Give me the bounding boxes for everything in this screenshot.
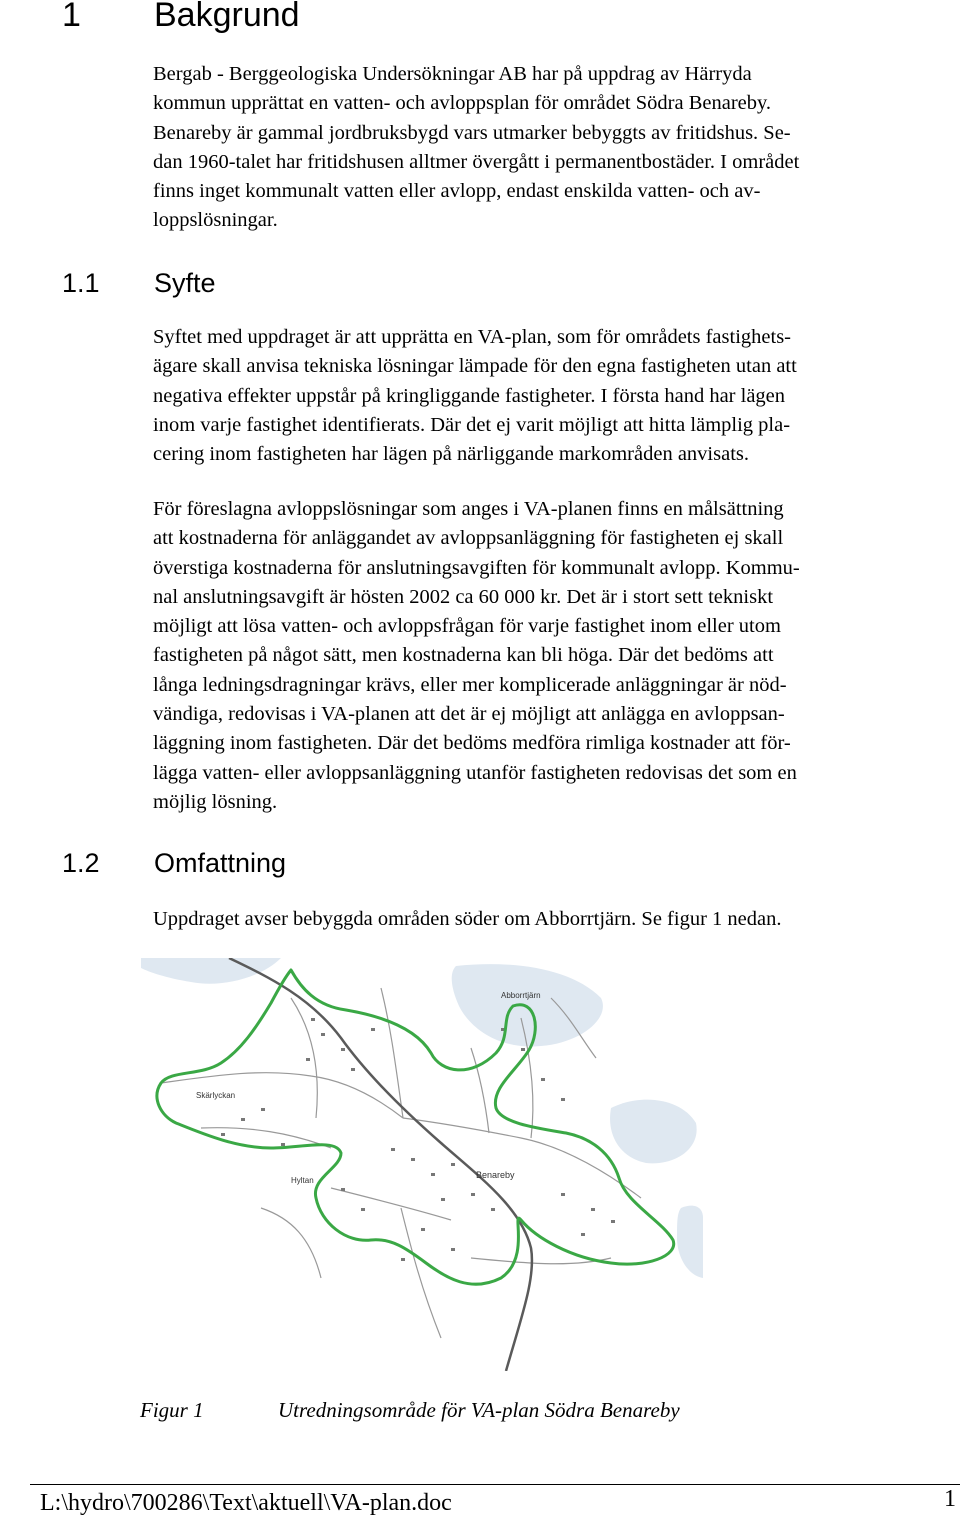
heading-title: Omfattning (154, 848, 287, 878)
figure-caption: Utredningsområde för VA-plan Södra Benareby (278, 1398, 680, 1422)
text-line: Benareby är gammal jordbruksbygd vars utmarker bebyggts av fritidshus. Se- (153, 121, 791, 144)
map-background (141, 958, 703, 1371)
place-hyltan: Hyltan (291, 1176, 314, 1185)
text-line: överstiga kostnaderna för anslutningsavgiften för kommunalt avlopp. Kommu- (153, 556, 800, 579)
study-area-map (141, 958, 703, 1371)
text-line: möjligt att lösa vatten- och avloppsfrågan för varje fastighet inom eller utom (153, 615, 781, 638)
text-line: inom varje fastighet identifierats. Där det ej varit möjligt att hitta lämplig pla- (153, 413, 791, 436)
text-line: ägare skall anvisa tekniska lösningar lämpade för den egna fastigheten utan att (153, 355, 797, 378)
text-line: För föreslagna avloppslösningar som anges i VA-planen finns en målsättning (153, 498, 784, 520)
heading-number: 1.1 (62, 268, 100, 298)
footer-file-path: L:\hydro\700286\Text\aktuell\VA-plan.doc (40, 1490, 452, 1516)
text-line: cering inom fastigheten har lägen på närliggande markområden anvisats. (153, 443, 749, 466)
heading-title: Syfte (154, 268, 216, 298)
text-line: Syftet med uppdraget är att upprätta en VA-plan, som för områdets fastighets- (153, 326, 791, 348)
place-skarlyckan: Skärlyckan (196, 1091, 236, 1100)
text-line: lägga vatten- eller avloppsanläggning utanför fastigheten redovisas det som en (153, 761, 797, 784)
syfte-paragraph-2 (153, 495, 943, 817)
text-line: kommun upprättat en vatten- och avloppsplan för området Södra Benareby. (153, 92, 772, 115)
place-abborrtjarn: Abborrtjärn (501, 991, 541, 1000)
text-line: fastigheten på något sätt, men kostnaderna kan bli höga. Där det bedöms att (153, 644, 774, 667)
footer-divider (30, 1484, 960, 1485)
syfte-paragraph-1 (153, 323, 943, 469)
heading-title: Bakgrund (154, 0, 300, 34)
omfattning-paragraph (153, 905, 943, 934)
text-line: möjlig lösning. (153, 790, 278, 813)
bakgrund-paragraph (153, 60, 943, 236)
map-drawing (141, 958, 703, 1371)
place-benareby: Benareby (476, 1170, 515, 1180)
text-line: nal anslutningsavgift är hösten 2002 ca 60 000 kr. Det är i stort sett tekniskt (153, 585, 774, 608)
figure-label: Figur 1 (140, 1398, 204, 1422)
text-line: loppslösningar. (153, 209, 278, 232)
text-line: Uppdraget avser bebyggda områden söder om Abborrtjärn. Se figur 1 nedan. (153, 908, 782, 930)
text-line: långa ledningsdragningar krävs, eller mer komplicerade anläggningar är nöd- (153, 673, 787, 696)
heading-number: 1.2 (62, 848, 100, 878)
text-line: finns inget kommunalt vatten eller avlopp, endast enskilda vatten- och av- (153, 180, 761, 203)
text-line: att kostnaderna för anläggandet av avloppsanläggning för fastigheten ej skall (153, 527, 784, 550)
heading-number: 1 (62, 0, 81, 34)
text-line: läggning inom fastigheten. Där det bedöms medföra rimliga kostnader att för- (153, 732, 791, 755)
text-line: negativa effekter uppstår på kringliggande fastigheter. I första hand har lägen (153, 384, 786, 407)
page-number: 1 (944, 1486, 956, 1512)
text-line: dan 1960-talet har fritidshusen alltmer övergått i permanentbostäder. I området (153, 150, 800, 173)
text-line: vändiga, redovisas i VA-planen att det är ej möjligt att anlägga en avloppsan- (153, 703, 785, 726)
text-line: Bergab - Berggeologiska Undersökningar AB har på uppdrag av Härryda (153, 63, 752, 85)
